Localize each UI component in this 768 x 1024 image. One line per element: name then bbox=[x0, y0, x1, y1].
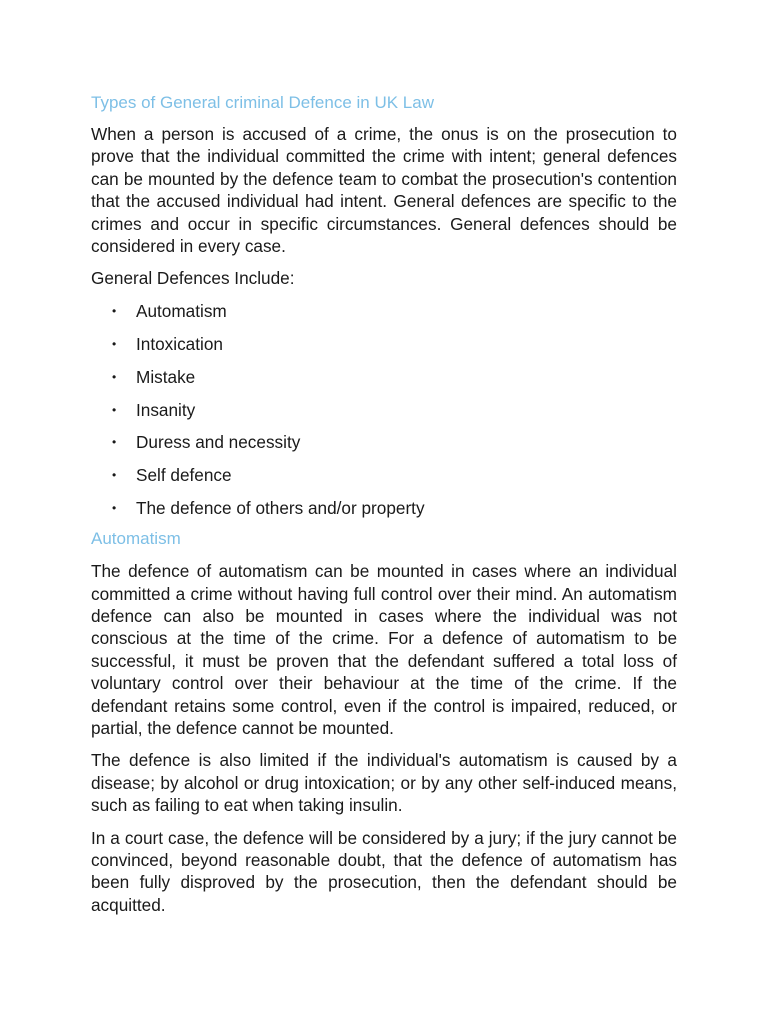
list-item-text: Mistake bbox=[136, 366, 196, 387]
list-item-text: Self defence bbox=[136, 465, 232, 486]
list-item-text: Intoxication bbox=[136, 333, 223, 354]
list-item bbox=[91, 366, 677, 388]
defences-list bbox=[91, 300, 677, 520]
bullet-icon: • bbox=[112, 468, 117, 483]
bullet-icon: • bbox=[112, 402, 117, 417]
list-item-text: Insanity bbox=[136, 399, 196, 420]
list-item bbox=[91, 399, 677, 421]
intro-paragraph: When a person is accused of a crime, the onus is on the prosecution to prove that the individual committed the crime with intent; general defences can be mounted by the defence team to combat the prosecution's contention that the accused individual had intent. General defences are specific to the crimes and occur in specific circumstances. General defences should be considered in every case. bbox=[91, 124, 677, 257]
list-item-text: Duress and necessity bbox=[136, 432, 301, 453]
list-intro: General Defences Include: bbox=[91, 268, 295, 289]
bullet-icon: • bbox=[112, 303, 117, 318]
list-item bbox=[91, 464, 677, 486]
bullet-icon: • bbox=[112, 501, 117, 516]
automatism-paragraph-3: In a court case, the defence will be considered by a jury; if the jury cannot be convinced, beyond reasonable doubt, that the defence of automatism has been fully disproved by the prosecution, then the defendant should be acquitted. bbox=[91, 827, 677, 915]
list-item bbox=[91, 333, 677, 355]
bullet-icon: • bbox=[112, 336, 117, 351]
list-item-text: Automatism bbox=[136, 300, 227, 321]
list-item bbox=[91, 431, 677, 453]
list-item bbox=[91, 497, 677, 519]
automatism-paragraph-1: The defence of automatism can be mounted in cases where an individual committed a crime without having full control over their mind. An automatism defence can also be mounted in cases where the individual was not conscious at the time of the crime. For a defence of automatism to be successful, it must be proven that the defendant suffered a total loss of voluntary control over their behaviour at the time of the crime. If the defendant retains some control, even if the control is impaired, reduced, or partial, the defence cannot be mounted. bbox=[91, 561, 677, 739]
bullet-icon: • bbox=[112, 369, 117, 384]
automatism-paragraph-2: The defence is also limited if the individual's automatism is caused by a disease; by alcohol or drug intoxication; or by any other self-induced means, such as failing to eat when taking insulin. bbox=[91, 750, 677, 816]
document-title: Types of General criminal Defence in UK Law bbox=[91, 93, 434, 112]
automatism-heading: Automatism bbox=[91, 529, 181, 549]
list-item-text: The defence of others and/or property bbox=[136, 498, 425, 519]
bullet-icon: • bbox=[112, 435, 117, 450]
list-item bbox=[91, 300, 677, 322]
